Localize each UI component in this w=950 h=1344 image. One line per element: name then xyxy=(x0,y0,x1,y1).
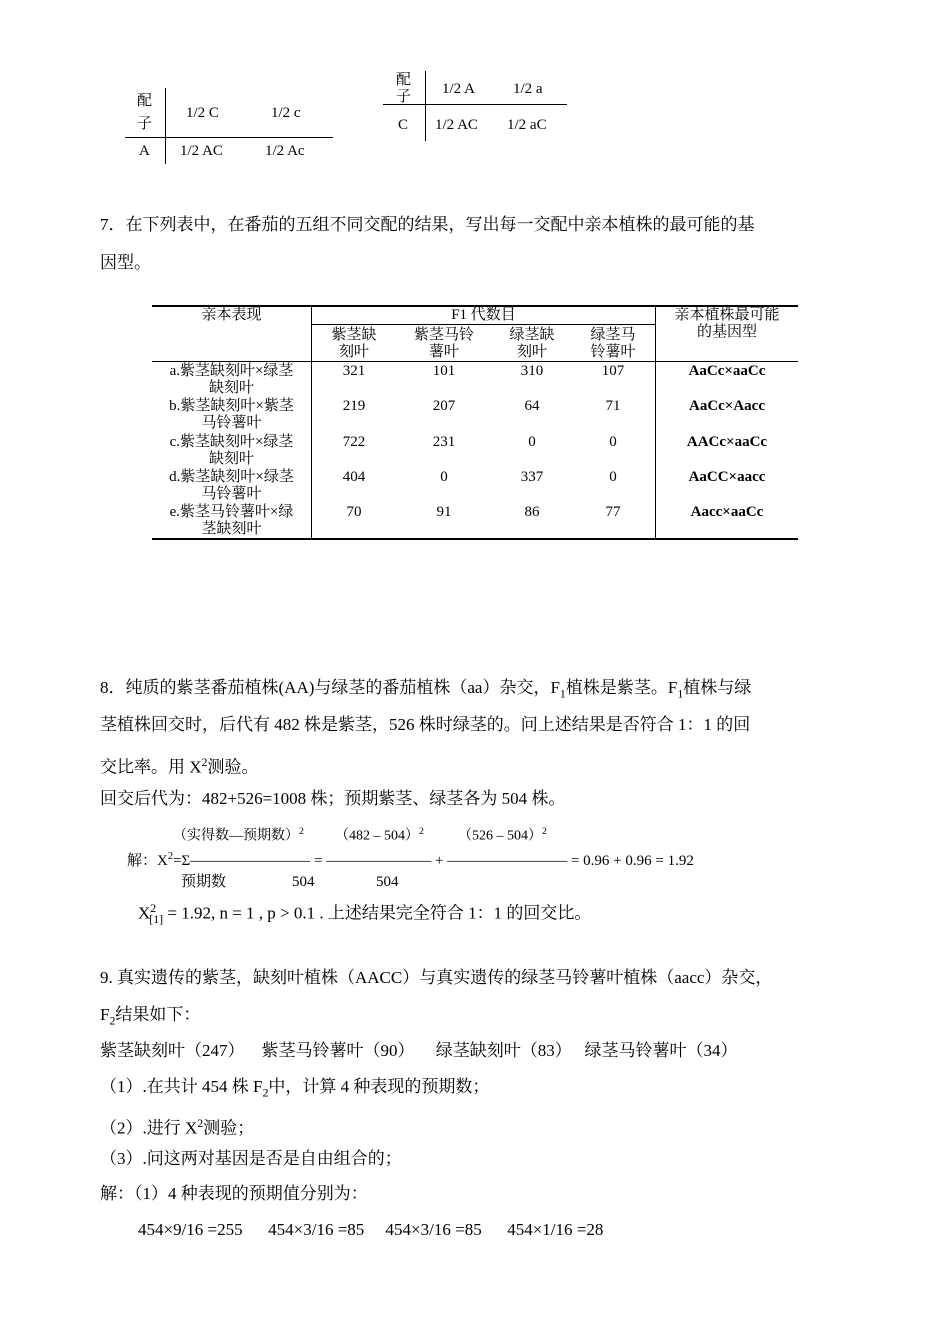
row-parent-l1: e.紫茎马铃薯叶×绿 xyxy=(169,504,294,520)
col-header: 1/2 C xyxy=(186,105,219,121)
row-parent-l2: 缺刻叶 xyxy=(208,451,254,467)
row-value: 64 xyxy=(524,398,540,414)
subheader-l2: 刻叶 xyxy=(338,344,369,360)
table-hline xyxy=(383,104,567,105)
formula-denominator: 预期数 xyxy=(181,874,227,890)
row-genotype: AaCc×aaCc xyxy=(688,363,766,379)
q9-expected-values: 454×9/16 =255 454×3/16 =85 454×3/16 =85 454×1/16 =28 xyxy=(138,1220,604,1239)
cell: 1/2 aC xyxy=(507,117,547,133)
q9-text-line1: 9. 真实遗传的紫茎，缺刻叶植株（AACC）与真实遗传的绿茎马铃薯叶植株（aacc）杂交， xyxy=(100,968,773,987)
row-value: 77 xyxy=(605,504,621,520)
table-bottom-rule xyxy=(152,538,798,540)
col-header: 1/2 c xyxy=(271,105,301,121)
row-parent-l1: c.紫茎缺刻叶×绿茎 xyxy=(169,434,294,450)
row-value: 0 xyxy=(528,434,536,450)
q9-sub-question-1: （1）.在共计 454 株 $F_2$中，计算 4 种表现的预期数； xyxy=(100,1077,490,1100)
row-genotype: Aacc×aaCc xyxy=(690,504,764,520)
corner-label-bottom: 子 xyxy=(137,116,153,132)
q8-text-line4: 回交后代为：482+526=1008 株；预期紫茎、绿茎各为 504 株。 xyxy=(100,789,566,808)
row-value: 0 xyxy=(609,434,617,450)
row-parent-l1: b.紫茎缺刻叶×紫茎 xyxy=(169,398,294,414)
row-value: 207 xyxy=(432,398,456,414)
subheader-l2: 薯叶 xyxy=(428,344,459,360)
q9-answer-intro: 解：（1）4 种表现的预期值分别为： xyxy=(100,1184,368,1203)
col-header: 1/2 a xyxy=(513,81,543,97)
corner-label-top: 配 xyxy=(396,72,412,88)
row-value: 0 xyxy=(440,469,448,485)
q9-text-line2: $F_2$结果如下： xyxy=(100,1005,201,1028)
formula-denominator: 504 xyxy=(376,874,399,890)
header-genotype-line2: 的基因型 xyxy=(696,324,757,340)
row-value: 722 xyxy=(342,434,366,450)
row-value: 321 xyxy=(342,363,366,379)
row-genotype: AACc×aaCc xyxy=(686,434,768,450)
subheader-l1: 绿茎马 xyxy=(590,327,636,343)
q9-results: 紫茎缺刻叶（247） 紫茎马铃薯叶（90） 绿茎缺刻叶（83） 绿茎马铃薯叶（34） xyxy=(100,1041,738,1060)
q8-text-line2: 茎植株回交时，后代有 482 株是紫茎，526 株时绿茎的。问上述结果是否符合 1：1 的回 xyxy=(100,715,751,734)
row-parent-l2: 马铃薯叶 xyxy=(201,415,262,431)
table-vline xyxy=(311,305,312,539)
row-value: 71 xyxy=(605,398,621,414)
subheader-l2: 铃薯叶 xyxy=(590,344,636,360)
subheader-l1: 绿茎缺 xyxy=(509,327,555,343)
subheader-l1: 紫茎马铃 xyxy=(413,327,474,343)
row-parent-l1: a.紫茎缺刻叶×绿茎 xyxy=(169,363,294,379)
row-value: 310 xyxy=(520,363,544,379)
q7-text-line2: 因型。 xyxy=(100,253,151,272)
row-parent-l2: 缺刻叶 xyxy=(208,380,254,396)
header-genotype-line1: 亲本植株最可能 xyxy=(674,307,780,323)
q7-text-line1: 7．在下列表中，在番茄的五组不同交配的结果，写出每一交配中亲本植株的最可能的基 xyxy=(100,215,755,234)
cell: 1/2 Ac xyxy=(265,143,305,159)
row-value: 70 xyxy=(346,504,362,520)
formula-numerator: （482 – 504）$^2$ xyxy=(335,826,424,844)
corner-label-bottom: 子 xyxy=(396,89,412,105)
row-value: 337 xyxy=(520,469,544,485)
row-value: 219 xyxy=(342,398,366,414)
row-value: 86 xyxy=(524,504,540,520)
formula-denominator: 504 xyxy=(292,874,315,890)
row-value: 231 xyxy=(432,434,456,450)
subheader-l1: 紫茎缺 xyxy=(331,327,377,343)
row-value: 91 xyxy=(436,504,452,520)
row-parent-l2: 茎缺刻叶 xyxy=(201,521,262,537)
row-genotype: AaCc×Aacc xyxy=(688,398,766,414)
table-vline xyxy=(165,88,166,164)
row-value: 107 xyxy=(601,363,625,379)
col-header: 1/2 A xyxy=(442,81,475,97)
cell: 1/2 AC xyxy=(180,143,223,159)
row-value: 101 xyxy=(432,363,456,379)
header-parent: 亲本表现 xyxy=(201,307,262,323)
q8-text-line3: 交比率。用 $X^2$测验。 xyxy=(100,755,259,777)
table-hline xyxy=(125,137,333,138)
formula-numerator: （526 – 504）$^2$ xyxy=(458,826,547,844)
q9-sub-question-2: （2）.进行 $X^2$测验； xyxy=(100,1116,255,1138)
row-parent-l1: d.紫茎缺刻叶×绿茎 xyxy=(169,469,294,485)
table-vline xyxy=(425,71,426,141)
formula-numerator: （实得数—预期数）$^2$ xyxy=(173,826,304,844)
cell: 1/2 AC xyxy=(435,117,478,133)
formula-main: 解：$X^2=\Sigma————————$ = ——————— + ———————— = 0.96 + 0.96 = 1.92 xyxy=(127,851,694,869)
q8-text-line1: 8．纯质的紫茎番茄植株(AA)与绿茎的番茄植株（aa）杂交，$F_1$植株是紫茎。$F_1$植株与绿 xyxy=(100,678,752,701)
chi-square-result: $X^2_{[1]} = 1.92$, n = 1 , p > 0.1 . 上述结果完全符合 1：1 的回交比。 xyxy=(138,901,592,927)
table-subheader-rule xyxy=(312,324,655,325)
row-parent-l2: 马铃薯叶 xyxy=(201,486,262,502)
header-f1: F1 代数目 xyxy=(451,307,516,323)
row-value: 404 xyxy=(342,469,366,485)
row-header: C xyxy=(398,117,409,133)
row-genotype: AaCC×aacc xyxy=(688,469,766,485)
row-header: A xyxy=(139,143,150,159)
q9-sub-question-3: （3）.问这两对基因是否是自由组合的； xyxy=(100,1149,402,1168)
subheader-l2: 刻叶 xyxy=(516,344,547,360)
table-header-rule xyxy=(152,361,798,362)
corner-label-top: 配 xyxy=(137,93,153,109)
row-value: 0 xyxy=(609,469,617,485)
